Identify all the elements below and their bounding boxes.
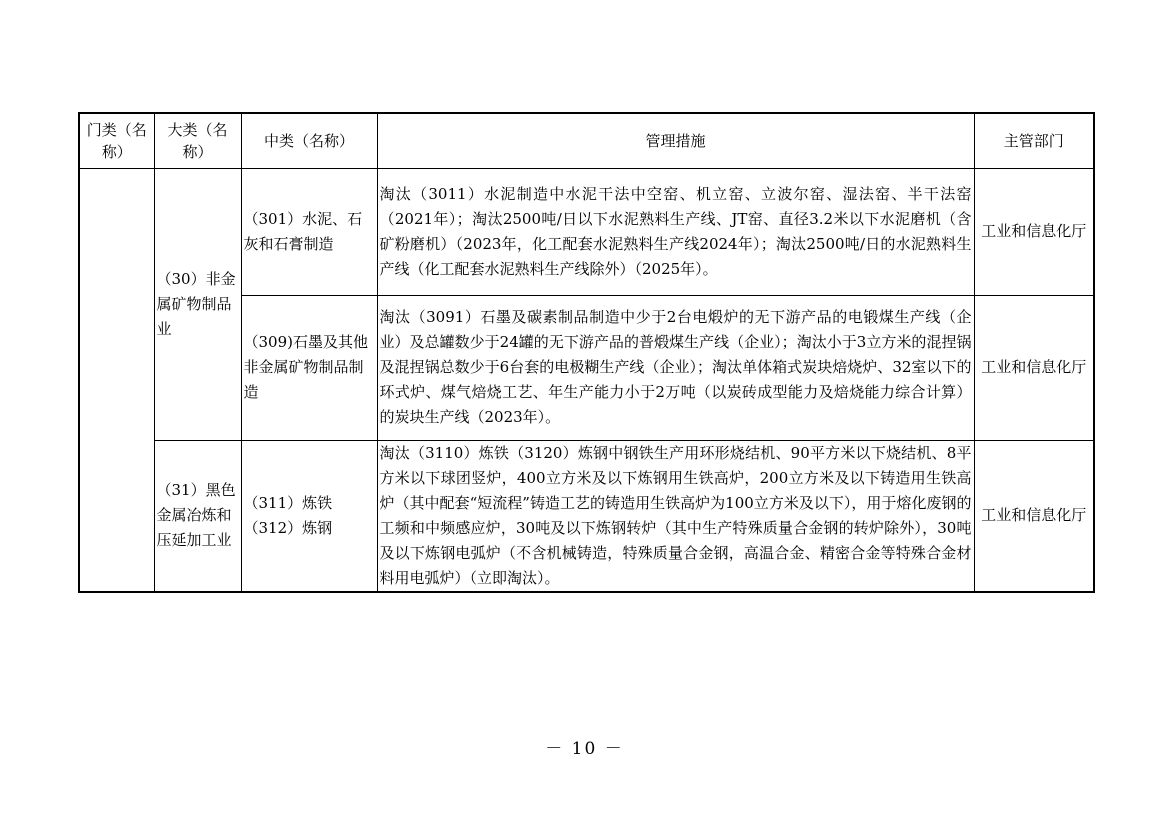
page-number: － 10 － [545,739,624,759]
department-cell: 工业和信息化厅 [974,440,1094,592]
header-category: 门类（名称） [79,113,154,168]
table-row [79,168,1094,295]
table-row [79,440,1094,592]
header-department: 主管部门 [974,113,1094,168]
middle-class-cell: （301）水泥、石灰和石膏制造 [241,168,377,295]
middle-class-cell: （309)石墨及其他非金属矿物制品制造 [241,295,377,440]
department-cell: 工业和信息化厅 [974,295,1094,440]
table-header-row [79,113,1094,168]
department-cell: 工业和信息化厅 [974,168,1094,295]
measure-cell: 淘汰（3011）水泥制造中水泥干法中空窑、机立窑、立波尔窑、湿法窑、半干法窑（2021年）；淘汰2500吨/日以下水泥熟料生产线、JT窑、直径3.2米以下水泥磨机（含矿粉磨机）（2023年，化工配套水泥熟料生产线2024年）；淘汰2500吨/日的水泥熟料生产线（化工配套水泥熟料生产线除外）（2025年）。 [377,168,974,295]
measures-table [78,112,1095,593]
header-major-class: 大类（名称） [154,113,241,168]
header-middle-class: 中类（名称） [241,113,377,168]
measure-cell: 淘汰（3110）炼铁（3120）炼钢中钢铁生产用环形烧结机、90平方米以下烧结机、8平方米以下球团竖炉，400立方米及以下炼钢用生铁高炉，200立方米及以下铸造用生铁高炉（其中配套“短流程”铸造工艺的铸造用生铁高炉为100立方米及以下），用于熔化废钢的工频和中频感应炉，30吨及以下炼钢转炉（其中生产特殊质量合金钢的转炉除外），30吨及以下炼钢电弧炉（不含机械铸造，特殊质量合金钢，高温合金、精密合金等特殊合金材料用电弧炉）（立即淘汰）。 [377,440,974,592]
major-class-cell: （30）非金属矿物制品业 [154,168,241,440]
header-measures: 管理措施 [377,113,974,168]
measure-cell: 淘汰（3091）石墨及碳素制品制造中少于2台电煅炉的无下游产品的电锻煤生产线（企业）及总罐数少于24罐的无下游产品的普煅煤生产线（企业）；淘汰小于3立方米的混捏锅及混捏锅总数少于6台套的电极糊生产线（企业）；淘汰单体箱式炭块焙烧炉、32室以下的环式炉、煤气焙烧工艺、年生产能力小于2万吨（以炭砖成型能力及焙烧能力综合计算）的炭块生产线（2023年）。 [377,295,974,440]
middle-class-cell: （311）炼铁（312）炼钢 [241,440,377,592]
category-cell [79,168,154,592]
major-class-cell: （31）黑色金属冶炼和压延加工业 [154,440,241,592]
